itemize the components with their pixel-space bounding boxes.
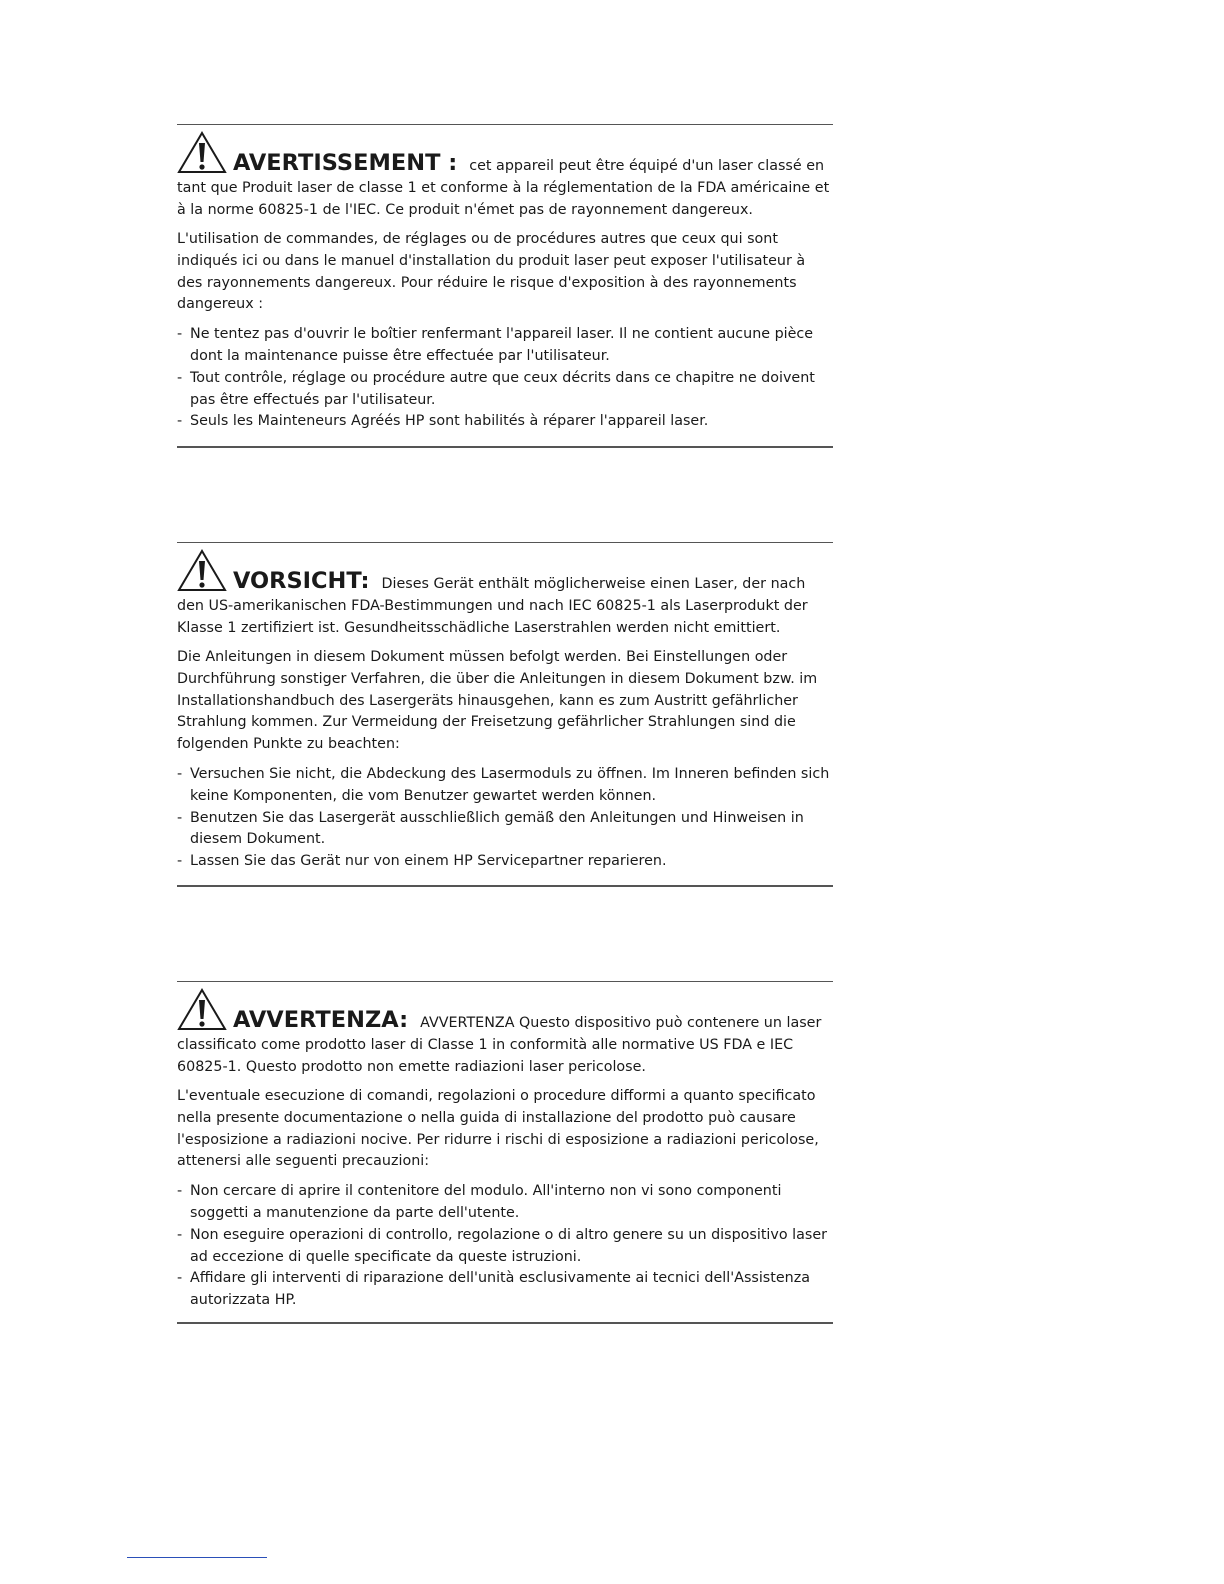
bullet-text: Non eseguire operazioni di controllo, regolazione o di altro genere su un dispositivo laser ad eccezione di quelle specificate da queste istruzioni. (190, 1226, 828, 1265)
warning-bullet-list (177, 764, 833, 873)
footnote-divider (127, 1557, 267, 1558)
list-item (177, 808, 833, 852)
warning-lead-text: AVVERTENZA Questo dispositivo può contenere un laser classificato come prodotto laser di Classe 1 in conformità alle normative US FDA e IEC 60825-1. Questo prodotto non emette radiazioni laser pericolose. (177, 1015, 822, 1075)
bullet-text: Affidare gli interventi di riparazione dell'unità esclusivamente ai tecnici dell'Assistenza autorizzata HP. (190, 1270, 810, 1309)
warning-lead-text: cet appareil peut être équipé d'un laser classé en tant que Produit laser de classe 1 et conforme à la réglementation de la FDA américaine et à la norme 60825-1 de l'IEC. Ce produit n'émet pas de rayonnement dangereux. (177, 158, 830, 218)
bullet-text: Tout contrôle, réglage ou procédure autre que ceux décrits dans ce chapitre ne doivent pas être effectués par l'utilisateur. (190, 369, 815, 408)
warning-bullet-list (177, 1181, 833, 1312)
warning-heading: VORSICHT: (233, 568, 370, 594)
warning-box-german (177, 542, 833, 887)
bullet-text: Non cercare di aprire il contenitore del modulo. All'interno non vi sono componenti soggetti a manutenzione da parte dell'utente. (190, 1183, 782, 1221)
list-item (177, 1225, 833, 1269)
bullet-dash: - (177, 1270, 183, 1287)
bullet-text: Versuchen Sie nicht, die Abdeckung des Lasermoduls zu öffnen. Im Inneren befinden sich keine Komponenten, die vom Benutzer gewartet werden können. (190, 765, 830, 804)
warning-triangle-icon (177, 549, 227, 593)
list-item (177, 1268, 833, 1312)
warning-lead (177, 131, 833, 221)
list-item (177, 411, 833, 433)
bullet-dash: - (177, 326, 183, 343)
bullet-dash: - (177, 853, 183, 870)
bullet-dash: - (177, 369, 183, 386)
bullet-dash: - (177, 1226, 183, 1243)
warning-paragraph: L'eventuale esecuzione di comandi, regolazioni o procedure difformi a quanto specificato nella presente documentazione o nella guida di installazione del prodotto può causare l'esposizione a radiazioni nocive. Per ridurre i rischi di esposizione a radiazioni pericolose, attenersi alle seguenti precauzioni: (177, 1088, 819, 1170)
bullet-text: Ne tentez pas d'ouvrir le boîtier renfermant l'appareil laser. Il ne contient aucune pièce dont la maintenance puisse être effectuée par l'utilisateur. (190, 326, 814, 364)
warning-heading: AVERTISSEMENT : (233, 150, 458, 176)
warning-lead (177, 549, 833, 639)
warning-paragraph: Die Anleitungen in diesem Dokument müssen befolgt werden. Bei Einstellungen oder Durchführung sonstiger Verfahren, die über die Anleitungen in diesem Dokument bzw. im Installationshandbuch des Lasergeräts hinausgehen, kann es zum Austritt gefährlicher Strahlung kommen. Zur Vermeidung der Freisetzung gefährlicher Strahlungen sind die folgenden Punkte zu beachten: (177, 649, 818, 753)
list-item (177, 764, 833, 808)
bullet-dash: - (177, 1183, 183, 1200)
list-item (177, 324, 833, 368)
warning-box-french (177, 124, 833, 448)
bullet-dash: - (177, 809, 183, 826)
warning-lead (177, 988, 833, 1078)
bullet-text: Lassen Sie das Gerät nur von einem HP Servicepartner reparieren. (190, 853, 667, 870)
list-item (177, 1181, 833, 1225)
bullet-text: Seuls les Mainteneurs Agréés HP sont habilités à réparer l'appareil laser. (190, 413, 709, 430)
warning-lead-text: Dieses Gerät enthält möglicherweise einen Laser, der nach den US-amerikanischen FDA-Bestimmungen und nach IEC 60825-1 als Laserprodukt der Klasse 1 zertifiziert ist. Gesundheitsschädliche Laserstrahlen werden nicht emittiert. (177, 576, 808, 636)
list-item (177, 851, 833, 873)
warning-bullet-list (177, 324, 833, 433)
bullet-dash: - (177, 413, 183, 430)
warning-heading: AVVERTENZA: (233, 1007, 409, 1033)
warning-paragraph: L'utilisation de commandes, de réglages ou de procédures autres que ceux qui sont indiqués ici ou dans le manuel d'installation du produit laser peut exposer l'utilisateur à des rayonnements dangereux. Pour réduire le risque d'exposition à des rayonnements dangereux : (177, 231, 806, 313)
bullet-dash: - (177, 765, 183, 782)
bullet-text: Benutzen Sie das Lasergerät ausschließlich gemäß den Anleitungen und Hinweisen in diesem Dokument. (190, 809, 804, 848)
warning-triangle-icon (177, 988, 227, 1032)
warning-box-italian (177, 981, 833, 1324)
list-item (177, 368, 833, 412)
warning-triangle-icon (177, 131, 227, 175)
